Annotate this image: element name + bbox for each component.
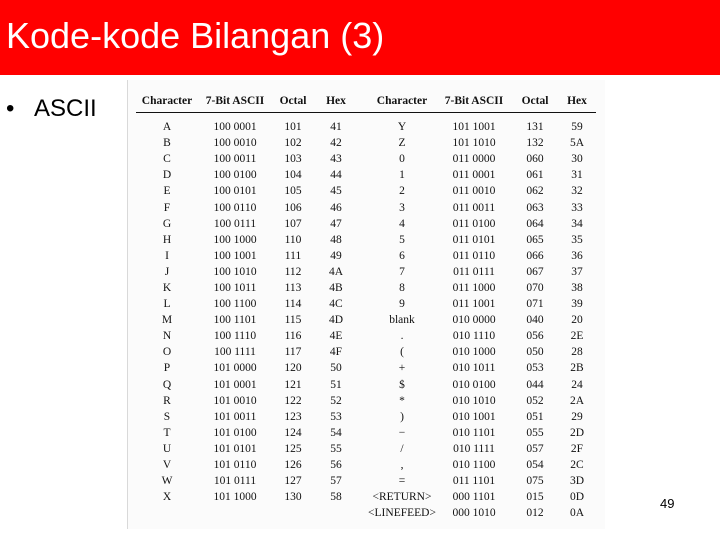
cell-character-left: D (162, 169, 172, 182)
cell-octal-left: 110 (284, 233, 302, 246)
cell-octal-right: 051 (526, 410, 544, 423)
cell-ascii-right: 011 0011 (452, 201, 496, 214)
cell-octal-left: 104 (284, 169, 302, 182)
header-character-right: Character (368, 90, 436, 113)
table-row (136, 151, 596, 167)
cell-hex-right: 2A (569, 394, 585, 407)
cell-character-left: J (164, 265, 170, 278)
cell-ascii-left: 100 1111 (214, 346, 256, 359)
cell-hex-right: 0D (569, 491, 585, 504)
table-row (136, 377, 596, 393)
column-gap (358, 505, 368, 521)
cell-ascii-right: 010 1010 (452, 394, 496, 407)
header-octal-right: Octal (512, 90, 558, 113)
cell-character-left: G (162, 217, 172, 230)
column-gap (358, 296, 368, 312)
cell-octal-right: 067 (526, 265, 544, 278)
cell-octal-right: 066 (526, 249, 544, 262)
cell-hex-left: 41 (330, 121, 342, 134)
cell-octal-left: 101 (284, 121, 302, 134)
cell-character-right: 0 (399, 153, 405, 166)
cell-octal-right: 057 (526, 442, 544, 455)
cell-character-right: 3 (399, 201, 405, 214)
cell-character-left: E (163, 185, 171, 198)
column-gap (358, 377, 368, 393)
cell-octal-right: 054 (526, 459, 544, 472)
cell-character-right: 1 (399, 169, 405, 182)
cell-hex-left: 46 (330, 201, 342, 214)
cell-octal-left: 126 (284, 459, 302, 472)
cell-octal-right: 132 (526, 137, 544, 150)
column-gap (358, 473, 368, 489)
cell-ascii-left: 100 0111 (213, 217, 257, 230)
cell-character-left: L (163, 298, 171, 311)
column-gap (358, 280, 368, 296)
cell-hex-left: 58 (330, 491, 342, 504)
cell-hex-right: 2B (570, 362, 584, 375)
column-gap (358, 489, 368, 505)
cell-hex-left: 51 (330, 378, 342, 391)
table-row (136, 425, 596, 441)
cell-ascii-left: 100 0110 (213, 201, 257, 214)
cell-ascii-left: 100 1011 (213, 281, 257, 294)
column-gap (358, 393, 368, 409)
header-hex-right: Hex (558, 90, 596, 113)
table-row (136, 248, 596, 264)
cell-octal-left: 121 (284, 378, 302, 391)
cell-hex-right: 29 (571, 410, 583, 423)
cell-ascii-right: 011 0101 (452, 233, 496, 246)
cell-hex-left: 4D (328, 314, 344, 327)
column-gap (358, 360, 368, 376)
cell-octal-left: 115 (284, 314, 302, 327)
cell-hex-right: 5A (569, 137, 585, 150)
cell-hex-right: 0A (569, 507, 585, 520)
cell-character-right: blank (389, 314, 415, 327)
cell-octal-left: 125 (284, 442, 302, 455)
cell-hex-right: 2C (570, 459, 584, 472)
cell-ascii-left: 100 0101 (213, 185, 257, 198)
cell-ascii-right: 000 1010 (452, 507, 496, 520)
cell-octal-left: 114 (284, 298, 302, 311)
table-row (136, 457, 596, 473)
cell-character-left: K (162, 281, 172, 294)
cell-ascii-right: 011 0001 (452, 169, 496, 182)
column-gap (358, 264, 368, 280)
table-row (136, 135, 596, 151)
cell-character-left: N (162, 330, 172, 343)
cell-character-left: F (163, 201, 171, 214)
cell-character-right: Z (398, 137, 406, 150)
cell-octal-left: 116 (284, 330, 302, 343)
cell-hex-right: 32 (571, 185, 583, 198)
cell-character-right: 7 (399, 265, 405, 278)
cell-ascii-right: 011 0100 (452, 217, 496, 230)
cell-octal-left: 117 (284, 346, 302, 359)
cell-octal-right: 070 (526, 281, 544, 294)
cell-ascii-right: 010 1111 (453, 442, 495, 455)
cell-character-left: W (161, 475, 173, 488)
cell-hex-left: 4B (329, 281, 343, 294)
cell-character-right: = (398, 475, 406, 488)
table-row (136, 393, 596, 409)
table-row (136, 264, 596, 280)
bullet-text: ASCII (34, 95, 97, 122)
header-ascii-left: 7-Bit ASCII (198, 90, 272, 113)
cell-octal-right: 131 (526, 121, 544, 134)
cell-ascii-left: 100 1001 (213, 249, 257, 262)
column-gap (358, 328, 368, 344)
cell-octal-left: 103 (284, 153, 302, 166)
cell-ascii-right: 101 1010 (452, 137, 496, 150)
cell-octal-right: 055 (526, 426, 544, 439)
column-gap (358, 167, 368, 183)
header-ascii-right: 7-Bit ASCII (436, 90, 512, 113)
cell-character-right: . (400, 330, 404, 343)
cell-octal-left: 120 (284, 362, 302, 375)
cell-octal-right: 071 (526, 298, 544, 311)
table-row (136, 505, 596, 521)
cell-ascii-right: 010 0000 (452, 314, 496, 327)
cell-hex-left: 4A (328, 265, 344, 278)
cell-octal-right: 040 (526, 314, 544, 327)
cell-character-left: I (165, 249, 169, 262)
cell-octal-right: 065 (526, 233, 544, 246)
cell-octal-left: 102 (284, 137, 302, 150)
cell-ascii-right: 011 0010 (452, 185, 496, 198)
table-row (136, 232, 596, 248)
cell-ascii-left: 100 0001 (213, 121, 257, 134)
cell-hex-right: 2D (569, 426, 585, 439)
cell-character-right: ( (400, 346, 404, 359)
cell-hex-left: 50 (330, 362, 342, 375)
cell-ascii-left: 101 0111 (213, 475, 257, 488)
cell-octal-left: 111 (284, 249, 302, 262)
cell-ascii-right: 101 1001 (452, 121, 496, 134)
column-gap (358, 441, 368, 457)
cell-ascii-right: 011 1101 (452, 475, 496, 488)
header-character-left: Character (136, 90, 198, 113)
cell-octal-right: 060 (526, 153, 544, 166)
cell-character-left: V (162, 459, 172, 472)
cell-ascii-left: 100 0011 (213, 153, 257, 166)
cell-octal-left: 112 (284, 265, 302, 278)
header-hex-left: Hex (314, 90, 358, 113)
column-gap (358, 135, 368, 151)
header-gap (358, 90, 368, 113)
cell-ascii-right: 010 1001 (452, 410, 496, 423)
cell-octal-left: 130 (284, 491, 302, 504)
column-gap (358, 232, 368, 248)
ascii-table (136, 90, 596, 521)
cell-hex-left: 4C (329, 298, 343, 311)
cell-octal-left: 113 (284, 281, 302, 294)
table-row (136, 473, 596, 489)
cell-character-right: 5 (399, 233, 405, 246)
table-row (136, 280, 596, 296)
cell-ascii-right: 000 1101 (452, 491, 496, 504)
cell-octal-left: 105 (284, 185, 302, 198)
cell-octal-right: 062 (526, 185, 544, 198)
cell-hex-left: 55 (330, 442, 342, 455)
cell-octal-right: 012 (526, 507, 544, 520)
table-row (136, 296, 596, 312)
table-row (136, 441, 596, 457)
cell-character-left: T (163, 426, 171, 439)
cell-character-right: $ (399, 378, 405, 391)
slide-title: Kode-kode Bilangan (3) (6, 15, 385, 56)
cell-ascii-right: 011 0111 (453, 265, 495, 278)
cell-character-left: U (162, 442, 172, 455)
cell-ascii-left (198, 505, 272, 521)
column-gap (358, 457, 368, 473)
page-number: 49 (660, 496, 675, 511)
cell-ascii-right: 011 1000 (452, 281, 496, 294)
table-row (136, 183, 596, 199)
cell-hex-right: 34 (571, 217, 583, 230)
cell-character-left: M (161, 314, 173, 327)
cell-hex-right: 2E (570, 330, 584, 343)
cell-character-left (136, 505, 198, 521)
cell-ascii-left: 101 0011 (213, 410, 257, 423)
table-row (136, 167, 596, 183)
cell-ascii-right: 010 1011 (452, 362, 496, 375)
cell-octal-right: 053 (526, 362, 544, 375)
cell-character-right: − (398, 426, 406, 439)
cell-octal-right: 063 (526, 201, 544, 214)
cell-ascii-right: 010 1110 (452, 330, 496, 343)
cell-character-right: , (400, 459, 404, 472)
cell-hex-left: 48 (330, 233, 342, 246)
cell-hex-left: 47 (330, 217, 342, 230)
cell-hex-right: 31 (571, 169, 583, 182)
cell-character-right: 2 (399, 185, 405, 198)
cell-octal-left: 122 (284, 394, 302, 407)
cell-hex-right: 2F (570, 442, 584, 455)
cell-hex-left: 56 (330, 459, 342, 472)
cell-hex-right: 30 (571, 153, 583, 166)
cell-hex-right: 24 (571, 378, 583, 391)
cell-octal-left: 127 (284, 475, 302, 488)
cell-ascii-left: 100 1100 (213, 298, 257, 311)
cell-hex-right: 37 (571, 265, 583, 278)
cell-character-right: 9 (399, 298, 405, 311)
table-row (136, 312, 596, 328)
cell-character-left: P (163, 362, 171, 375)
cell-ascii-right: 010 0100 (452, 378, 496, 391)
column-gap (358, 216, 368, 232)
cell-character-right: * (399, 394, 405, 407)
cell-character-left: Q (162, 378, 172, 391)
cell-hex-right: 38 (571, 281, 583, 294)
table-row (136, 199, 596, 215)
cell-character-right: + (398, 362, 406, 375)
cell-character-right: / (400, 442, 404, 455)
cell-octal-right: 061 (526, 169, 544, 182)
cell-ascii-right: 011 0110 (452, 249, 496, 262)
cell-hex-left: 49 (330, 249, 342, 262)
cell-hex-left: 4E (329, 330, 343, 343)
column-gap (358, 151, 368, 167)
ascii-table-figure (127, 80, 605, 529)
cell-character-right: <LINEFEED> (368, 507, 436, 520)
column-gap (358, 312, 368, 328)
cell-hex-right: 33 (571, 201, 583, 214)
column-gap (358, 409, 368, 425)
cell-octal-right: 050 (526, 346, 544, 359)
cell-character-left: O (162, 346, 172, 359)
cell-ascii-left: 100 0010 (213, 137, 257, 150)
cell-hex-right: 35 (571, 233, 583, 246)
cell-hex-left: 52 (330, 394, 342, 407)
header-octal-left: Octal (272, 90, 314, 113)
cell-character-right: Y (397, 121, 407, 134)
title-bar (0, 0, 720, 75)
cell-octal-left: 107 (284, 217, 302, 230)
column-gap (358, 199, 368, 215)
cell-octal-right: 064 (526, 217, 544, 230)
cell-character-left: X (162, 491, 172, 504)
table-row (136, 360, 596, 376)
cell-ascii-left: 101 0110 (213, 459, 257, 472)
cell-character-left: C (163, 153, 171, 166)
cell-ascii-left: 100 1101 (213, 314, 257, 327)
cell-octal-right: 052 (526, 394, 544, 407)
cell-character-left: B (163, 137, 171, 150)
cell-character-right: 4 (399, 217, 405, 230)
cell-hex-left (314, 505, 358, 521)
table-row (136, 216, 596, 232)
cell-ascii-left: 101 0000 (213, 362, 257, 375)
cell-hex-left: 44 (330, 169, 342, 182)
cell-octal-right: 056 (526, 330, 544, 343)
cell-ascii-left: 100 0100 (213, 169, 257, 182)
cell-hex-left: 57 (330, 475, 342, 488)
cell-character-left: R (163, 394, 171, 407)
cell-ascii-right: 010 1100 (452, 459, 496, 472)
cell-character-right: ) (400, 410, 404, 423)
cell-ascii-left: 100 1110 (213, 330, 257, 343)
cell-ascii-left: 101 1000 (213, 491, 257, 504)
cell-ascii-right: 010 1000 (452, 346, 496, 359)
column-gap (358, 248, 368, 264)
cell-octal-left (272, 505, 314, 521)
table-row (136, 328, 596, 344)
cell-ascii-left: 101 0101 (213, 442, 257, 455)
cell-character-left: A (162, 121, 172, 134)
cell-ascii-right: 010 1101 (452, 426, 496, 439)
column-gap (358, 113, 368, 136)
cell-hex-right: 39 (571, 298, 583, 311)
cell-ascii-left: 101 0001 (213, 378, 257, 391)
table-row (136, 489, 596, 505)
cell-ascii-left: 100 1000 (213, 233, 257, 246)
cell-hex-right: 59 (571, 121, 583, 134)
cell-hex-right: 20 (571, 314, 583, 327)
cell-character-left: S (163, 410, 171, 423)
cell-hex-left: 42 (330, 137, 342, 150)
cell-octal-left: 123 (284, 410, 302, 423)
cell-character-left: H (162, 233, 172, 246)
cell-octal-right: 044 (526, 378, 544, 391)
cell-character-right: 8 (399, 281, 405, 294)
cell-ascii-right: 011 1001 (452, 298, 496, 311)
cell-hex-right: 36 (571, 249, 583, 262)
table-row (136, 344, 596, 360)
cell-ascii-left: 101 0010 (213, 394, 257, 407)
cell-hex-left: 54 (330, 426, 342, 439)
cell-hex-left: 53 (330, 410, 342, 423)
cell-hex-left: 4F (329, 346, 343, 359)
cell-ascii-left: 101 0100 (213, 426, 257, 439)
cell-character-right: <RETURN> (372, 491, 432, 504)
cell-hex-left: 43 (330, 153, 342, 166)
cell-octal-right: 015 (526, 491, 544, 504)
cell-octal-right: 075 (526, 475, 544, 488)
table-row (136, 113, 596, 136)
cell-ascii-left: 100 1010 (213, 265, 257, 278)
column-gap (358, 344, 368, 360)
table-row (136, 409, 596, 425)
bullet-mark: • (6, 95, 15, 122)
cell-hex-right: 28 (571, 346, 583, 359)
column-gap (358, 425, 368, 441)
cell-ascii-right: 011 0000 (452, 153, 496, 166)
column-gap (358, 183, 368, 199)
cell-hex-right: 3D (569, 475, 585, 488)
cell-character-right: 6 (399, 249, 405, 262)
cell-hex-left: 45 (330, 185, 342, 198)
cell-octal-left: 124 (284, 426, 302, 439)
table-header-row (136, 90, 596, 113)
bullet-item (6, 94, 97, 124)
table-body (136, 113, 596, 522)
cell-octal-left: 106 (284, 201, 302, 214)
